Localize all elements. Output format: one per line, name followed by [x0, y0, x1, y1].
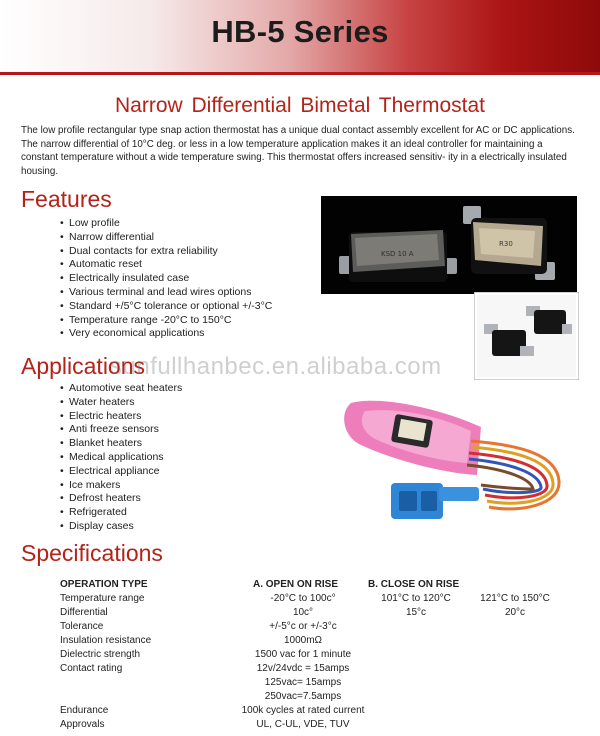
spec-label-tolerance: Tolerance	[60, 621, 104, 632]
spec-value-differential-a: 10c°	[292, 607, 314, 618]
bullet-icon: •	[60, 258, 64, 271]
application-item-label: Electrical appliance	[69, 464, 160, 477]
application-item	[60, 465, 182, 479]
feature-item	[60, 286, 272, 300]
bullet-icon: •	[60, 395, 64, 408]
application-item-label: Ice makers	[69, 478, 121, 491]
svg-text:R30: R30	[499, 240, 513, 248]
spec-value-endurance: 100k cycles at rated current	[241, 705, 365, 716]
series-title: HB-5 Series	[211, 14, 389, 49]
application-item-label: Blanket heaters	[69, 437, 142, 450]
application-item-label: Defrost heaters	[69, 492, 141, 505]
bullet-icon: •	[60, 272, 64, 285]
bullet-icon: •	[60, 464, 64, 477]
bullet-icon: •	[60, 327, 64, 340]
application-item	[60, 437, 182, 451]
spec-value-temperature-range-b2: 121°C to 150°C	[480, 593, 550, 604]
document-title: Narrow Differential Bimetal Thermostat	[114, 94, 486, 117]
thermostat-photo-small	[474, 292, 579, 380]
application-item	[60, 410, 182, 424]
spec-value-temperature-range-a: -20°C to 100c°	[270, 593, 336, 604]
feature-item-label: Very economical applications	[69, 327, 205, 340]
bullet-icon: •	[60, 506, 64, 519]
feature-item	[60, 245, 272, 259]
thermostat-photo-pair	[321, 196, 577, 294]
application-item-label: Water heaters	[69, 395, 135, 408]
spec-value-insulation-resistance: 1000mΩ	[283, 635, 323, 646]
spec-label-approvals: Approvals	[60, 719, 105, 730]
application-item-label: Automotive seat heaters	[69, 382, 183, 394]
application-item-label: Medical applications	[69, 450, 164, 463]
watermark: sunfullhanbec.en.alibaba.com	[110, 353, 442, 380]
feature-item	[60, 300, 272, 314]
bullet-icon: •	[60, 230, 64, 243]
bullet-icon: •	[60, 409, 64, 422]
spec-value-differential-b2: 20°c	[504, 607, 526, 618]
spec-label-insulation-resistance: Insulation resistance	[60, 635, 152, 646]
feature-item-label: Narrow differential	[69, 230, 155, 243]
spec-value-contact-rating-dc: 12v/24vdc = 15amps	[256, 663, 350, 674]
application-item	[60, 520, 182, 534]
bullet-icon: •	[60, 217, 64, 229]
application-item	[60, 479, 182, 493]
application-item-label: Display cases	[69, 519, 134, 532]
bullet-icon: •	[60, 492, 64, 505]
spec-value-approvals: UL, C-UL, VDE, TUV	[256, 719, 350, 730]
bullet-icon: •	[60, 437, 64, 450]
bullet-icon: •	[60, 313, 64, 326]
spec-value-differential-b1: 15°c	[405, 607, 427, 618]
feature-item	[60, 217, 272, 231]
application-item	[60, 423, 182, 437]
spec-value-tolerance: +/-5°c or +/-3°c	[269, 621, 337, 632]
bullet-icon: •	[60, 382, 64, 394]
application-item	[60, 506, 182, 520]
header-band	[0, 0, 600, 72]
feature-item	[60, 314, 272, 328]
applications-heading: Applications	[21, 353, 146, 379]
header-divider	[0, 72, 600, 75]
spec-label-dielectric-strength: Dielectric strength	[60, 649, 141, 660]
bullet-icon: •	[60, 299, 64, 312]
feature-item-label: Automatic reset	[69, 258, 142, 271]
application-item-label: Refrigerated	[69, 506, 127, 519]
feature-item-label: Low profile	[69, 217, 120, 229]
application-item	[60, 451, 182, 465]
intro-paragraph: The low profile rectangular type snap action thermostat has a unique dual contact assembly excellent for AC or DC applications. The narrow differential of 10°C deg. or less in a low temperature application makes it an ideal controller for maintaining a constant temperature without a wide temperature swing. This thermostat offers increased sensitiv- ity in a electrically insulated housing.	[21, 125, 575, 177]
spec-value-temperature-range-b1: 101°C to 120°C	[381, 593, 451, 604]
feature-item	[60, 258, 272, 272]
features-heading: Features	[21, 186, 112, 212]
features-list	[60, 217, 272, 341]
feature-item-label: Electrically insulated case	[69, 272, 190, 285]
bullet-icon: •	[60, 285, 64, 298]
feature-item	[60, 231, 272, 245]
feature-item-label: Various terminal and lead wires options	[69, 285, 252, 298]
spec-header-operation-type: OPERATION TYPE	[60, 579, 148, 590]
spec-value-contact-rating-250vac: 250vac=7.5amps	[264, 691, 342, 702]
application-item	[60, 492, 182, 506]
feature-item-label: Standard +/5°C tolerance or optional +/-3°C	[69, 299, 273, 312]
application-item-label: Electric heaters	[69, 409, 142, 422]
bullet-icon: •	[60, 450, 64, 463]
application-item	[60, 382, 182, 396]
application-item	[60, 396, 182, 410]
feature-item-label: Temperature range -20°C to 150°C	[69, 313, 232, 326]
feature-item-label: Dual contacts for extra reliability	[69, 244, 218, 257]
spec-header-open-on-rise: A. OPEN ON RISE	[253, 579, 339, 590]
feature-item	[60, 327, 272, 341]
application-item-label: Anti freeze sensors	[69, 423, 159, 436]
spec-header-close-on-rise: B. CLOSE ON RISE	[368, 579, 460, 590]
spec-label-endurance: Endurance	[60, 705, 109, 716]
specifications-heading: Specifications	[21, 540, 163, 566]
spec-value-contact-rating-125vac: 125vac= 15amps	[264, 677, 342, 688]
spec-label-contact-rating: Contact rating	[60, 663, 123, 674]
applications-list	[60, 382, 182, 534]
bullet-icon: •	[60, 478, 64, 491]
svg-text:KSD 10 A: KSD 10 A	[381, 250, 414, 258]
spec-value-dielectric-strength: 1500 vac for 1 minute	[254, 649, 352, 660]
bullet-icon: •	[60, 244, 64, 257]
spec-label-temperature-range: Temperature range	[60, 593, 145, 604]
spec-label-differential: Differential	[60, 607, 108, 618]
feature-item	[60, 272, 272, 286]
thermostat-wire-harness-photo	[321, 389, 577, 539]
bullet-icon: •	[60, 423, 64, 436]
bullet-icon: •	[60, 519, 64, 532]
